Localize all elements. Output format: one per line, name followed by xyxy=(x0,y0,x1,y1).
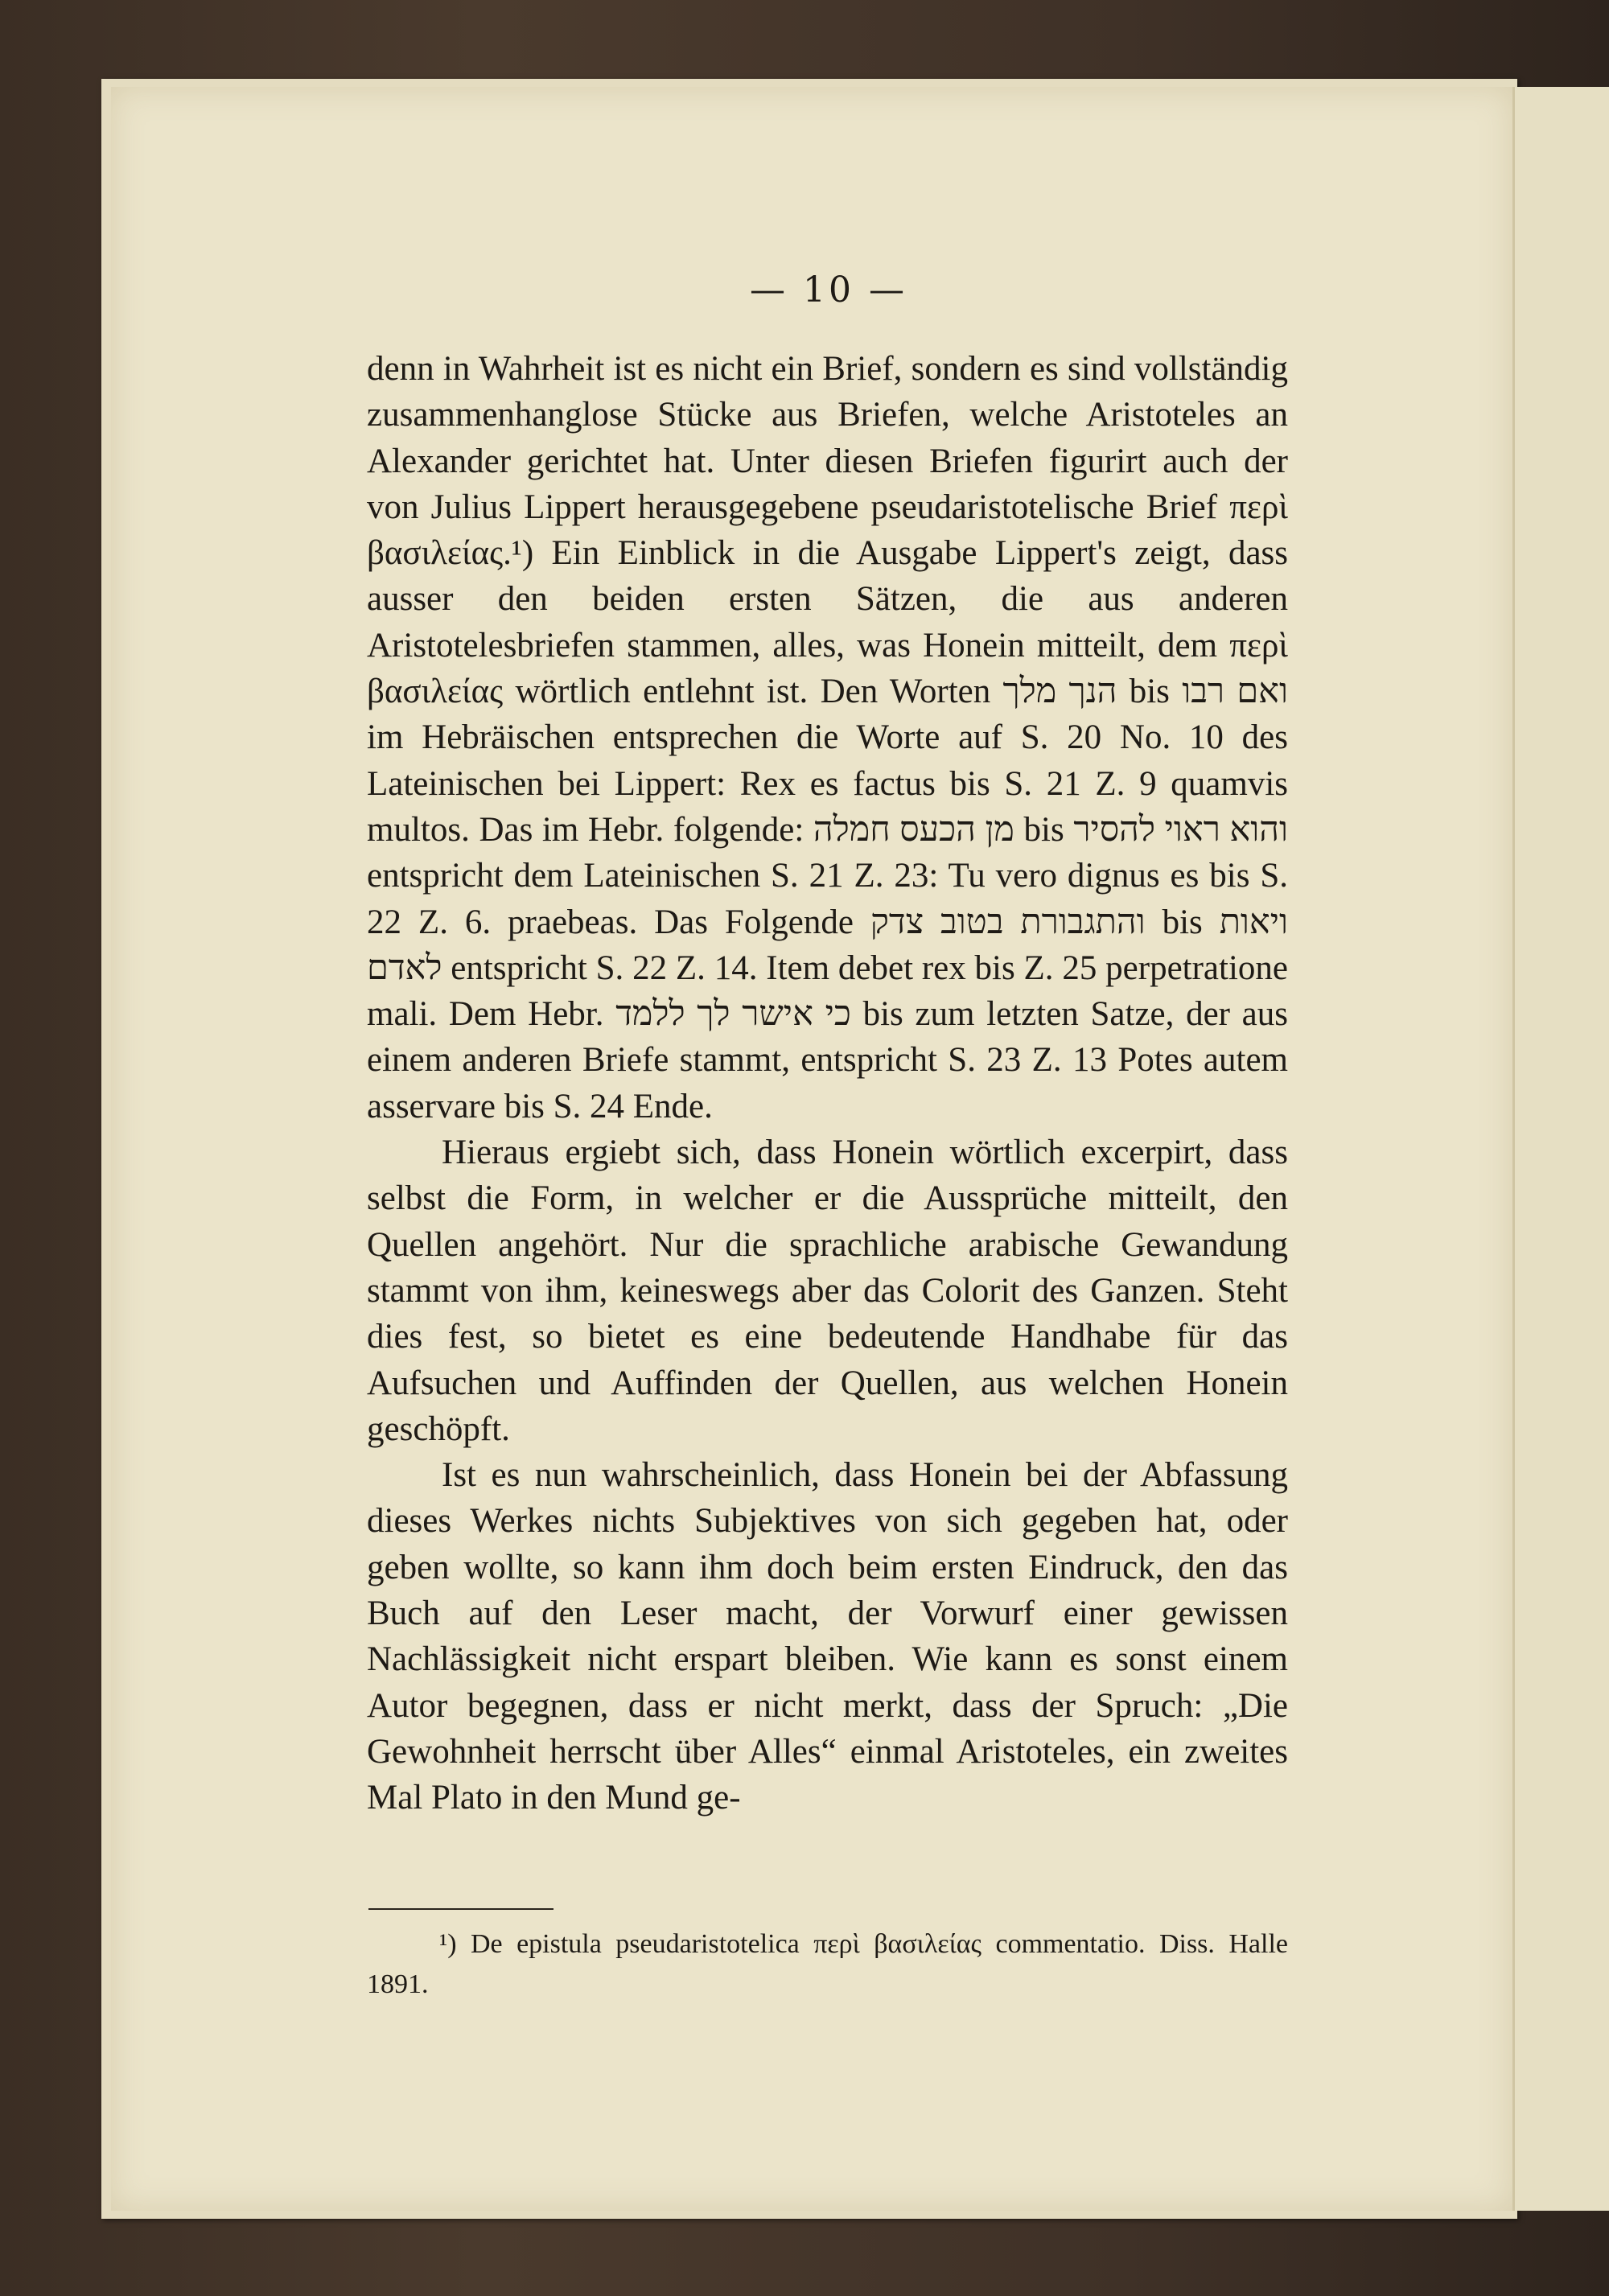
paragraph: Ist es nun wahrscheinlich, dass Honein bei der Abfassung dieses Werkes nichts Subjektives von sich gegeben hat, oder geben wollte, so kann ihm doch beim ersten Eindruck, den das Buch auf den Leser macht, der Vorwurf einer gewissen Nachlässigkeit nicht erspart bleiben. Wie kann es sonst einem Autor begegnen, dass er nicht merkt, dass der Spruch: „Die Gewohnheit herrscht über Alles“ einmal Aristoteles, ein zweites Mal Plato in den Mund ge- xyxy=(367,1456,1288,1817)
paragraph: denn in Wahrheit ist es nicht ein Brief, sondern es sind vollständig zusammenhanglose Stücke aus Briefen, welche Aristoteles an Alexander gerichtet hat. Unter diesen Briefen figurirt auch der von Julius Lippert herausgegebene pseudaristotelische Brief περὶ βασιλείας.¹) Ein Einblick in die Ausgabe Lippert's zeigt, dass ausser den beiden ersten Sätzen, die aus anderen Aristotelesbriefen stammen, alles, was Honein mitteilt, dem περὶ βασιλείας wörtlich entlehnt ist. Den Worten הנך מלך bis ואם רבו im Hebräischen entsprechen die Worte auf S. 20 No. 10 des Lateinischen bei Lippert: Rex es factus bis S. 21 Z. 9 quamvis multos. Das im Hebr. folgende: מן הכעס חמלה bis והוא ראוי להסיר entspricht dem Lateinischen S. 21 Z. 23: Tu vero dignus es bis S. 22 Z. 6. praebeas. Das Folgende והתגבורת בטוב צדק bis ויאות לאדם entspricht S. 22 Z. 14. Item debet rex bis Z. 25 perpetratione mali. Dem Hebr. כי אישר לך ללמד bis zum letzten Satze, der aus einem anderen Briefe stammt, entspricht S. 23 Z. 13 Potes autem asservare bis S. 24 Ende. xyxy=(367,350,1289,1125)
page-number: — 10 — xyxy=(750,270,907,311)
facing-page-edge xyxy=(1512,87,1609,2211)
footnote-divider xyxy=(368,1908,553,1910)
footnote xyxy=(367,1924,1288,2005)
paragraph: Hieraus ergiebt sich, dass Honein wörtlich excerpirt, dass selbst die Form, in welcher er die Aussprüche mitteilt, den Quellen angehört. Nur die sprachliche arabische Gewandung stammt von ihm, keineswegs aber das Colorit des Ganzen. Steht dies fest, so bietet es eine bedeutende Handhabe für das Aufsuchen und Auffinden der Quellen, aus welchen Honein geschöpft. xyxy=(367,1134,1288,1448)
footnote-text: ¹) De epistula pseudaristotelica περὶ βασιλείας commentatio. Diss. Halle 1891. xyxy=(367,1929,1288,1999)
body-text xyxy=(367,346,1288,1821)
